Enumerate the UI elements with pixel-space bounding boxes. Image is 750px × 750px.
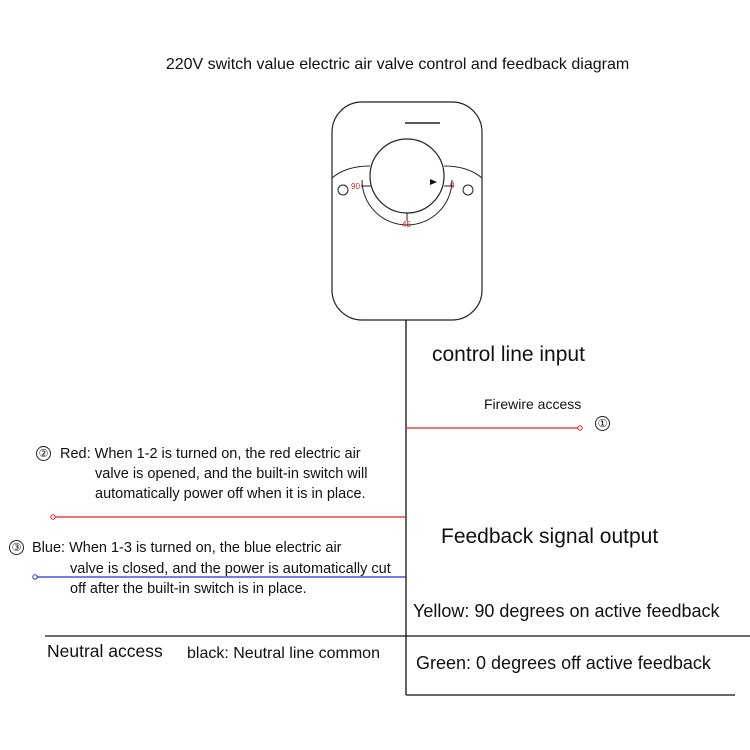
red-wire-terminal <box>51 515 55 519</box>
marker-three-icon: ③ <box>9 540 24 555</box>
terminal-right <box>463 185 473 195</box>
blue-wire-description <box>32 538 402 600</box>
green-feedback-label: Green: 0 degrees off active feedback <box>416 653 711 673</box>
firewire-access-label: Firewire access <box>484 396 582 412</box>
terminal-left <box>338 185 348 195</box>
marker-two-icon: ② <box>36 446 51 461</box>
red-desc-first-line: Red: When 1-2 is turned on, the red electric air <box>60 446 361 462</box>
dial-knob <box>370 139 444 213</box>
marker-one-icon: ① <box>595 416 610 431</box>
yellow-feedback-label: Yellow: 90 degrees on active feedback <box>413 601 720 621</box>
neutral-common-label: black: Neutral line common <box>187 645 380 662</box>
blue-desc-rest: valve is closed, and the power is automatically cut off after the built-in switch is in place. <box>70 560 391 597</box>
neutral-access-label: Neutral access <box>47 641 163 661</box>
red-desc-rest: valve is opened, and the built-in switch will automatically power off when it is in place. <box>95 466 368 502</box>
blue-desc-first-line: Blue: When 1-3 is turned on, the blue electric air <box>32 540 342 556</box>
red-wire-description <box>60 444 405 504</box>
feedback-signal-output-label: Feedback signal output <box>441 525 659 548</box>
diagram-title: 220V switch value electric air valve control and feedback diagram <box>165 56 630 73</box>
control-line-input-label: control line input <box>432 343 585 366</box>
dial-label-45: 45 <box>402 220 411 229</box>
firewire-terminal <box>578 426 582 430</box>
dial-label-90: 90 <box>351 182 360 191</box>
dial-label-0: 0 <box>450 181 455 190</box>
